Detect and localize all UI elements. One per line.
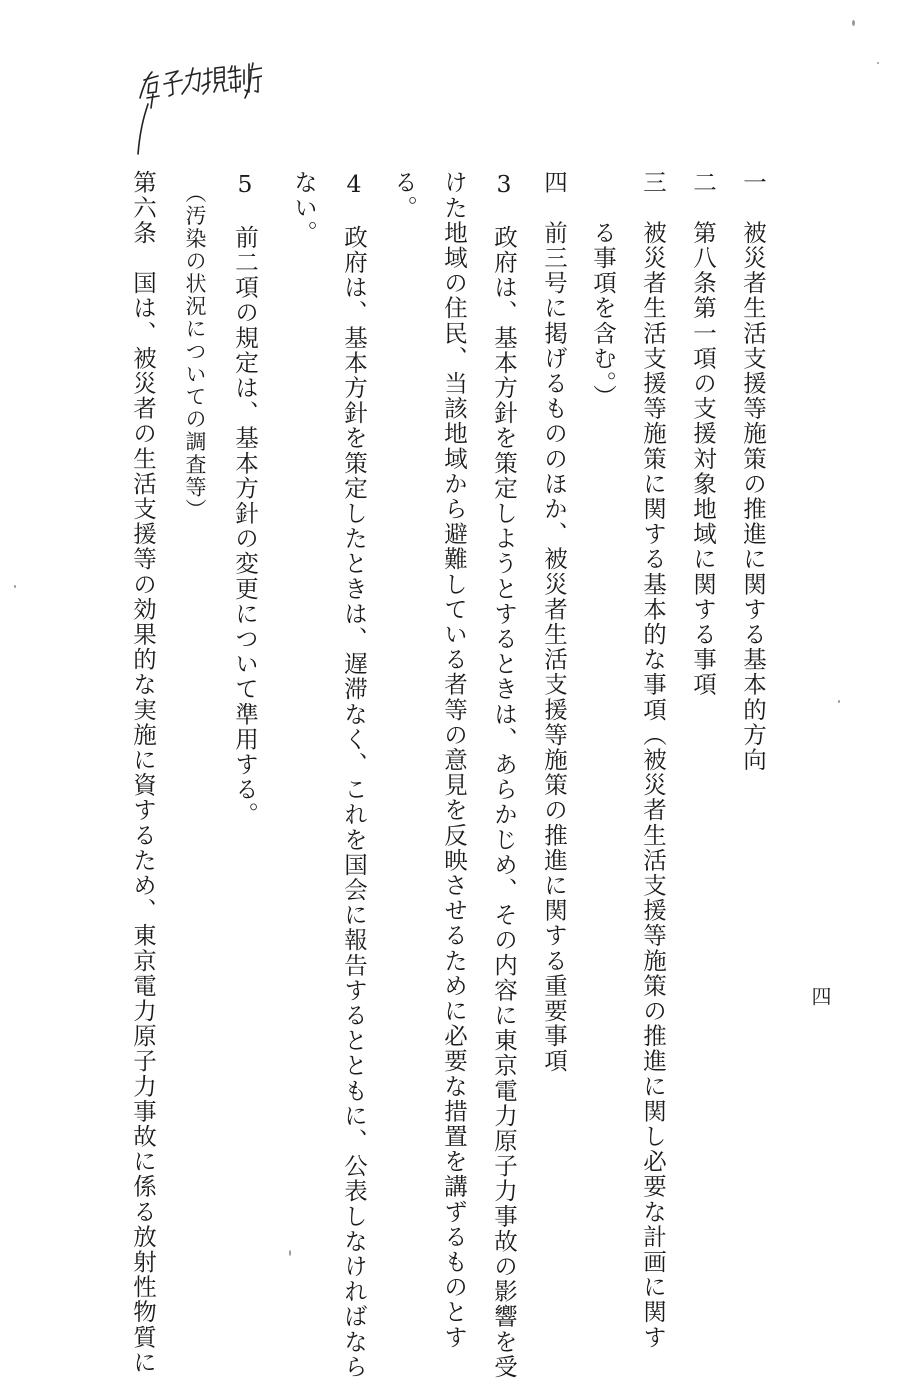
item-3-line: 三 被災者生活支援等施策に関する基本的な事項（被災者生活支援等施策の推進に関し必要な計画に関す (639, 170, 667, 1350)
paragraph-3-continuation-2: る。 (390, 170, 418, 221)
article-6-heading: （汚染の状況についての調査等） (183, 170, 207, 522)
article-6-line: 第六条 国は、被災者の生活支援等の効果的な実施に資するため、東京電力原子力事故に係る放射性物質に (129, 170, 157, 1375)
paragraph-3-line: 3 政府は、基本方針を策定しようとするときは、あらかじめ、その内容に東京電力原子力事故の影響を受 (490, 170, 518, 1379)
scan-speck (838, 700, 840, 703)
paragraph-4-line: 4 政府は、基本方針を策定したときは、遅滞なく、これを国会に報告するとともに、公表しなければなら (340, 170, 368, 1379)
item-2-line: 二 第八条第一項の支援対象地域に関する事項 (689, 170, 717, 698)
handwritten-annotation (132, 58, 262, 168)
item-1-line: 一 被災者生活支援等施策の推進に関する基本的方向 (739, 170, 767, 773)
paragraph-4-continuation: ない。 (290, 170, 318, 246)
page-number: 四 (808, 986, 832, 1006)
item-4-line: 四 前三号に掲げるもののほか、被災者生活支援等施策の推進に関する重要事項 (540, 170, 568, 1074)
scan-speck (852, 20, 855, 26)
scan-speck (14, 585, 16, 588)
paragraph-3-continuation-1: けた地域の住民、当該地域から避難している者等の意見を反映させるために必要な措置を講ずるものとす (440, 170, 468, 1350)
scan-speck (877, 62, 879, 64)
item-3-continuation: る事項を含む。） (589, 170, 617, 410)
paragraph-5-line: 5 前二項の規定は、基本方針の変更について準用する。 (231, 170, 259, 828)
scan-speck (289, 1250, 291, 1256)
